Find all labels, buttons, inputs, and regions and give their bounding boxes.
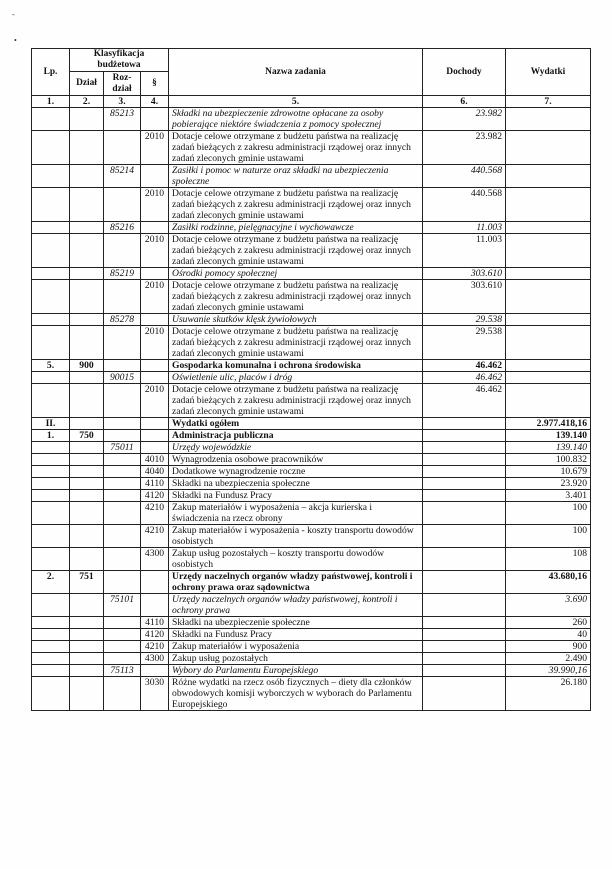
wydatki-cell [506,165,591,188]
wydatki-cell: 26.180 [506,677,591,711]
dochody-cell: 46.462 [423,372,506,384]
table-row [32,131,591,165]
column-number: 5. [169,96,423,108]
paragraf-cell [141,165,169,188]
header-dzial: Dział [70,72,104,96]
dzial-cell [70,454,104,466]
wydatki-cell [506,360,591,372]
wydatki-cell: 108 [506,548,591,571]
paragraf-cell: 2010 [141,234,169,268]
table-row [32,268,591,280]
name-cell: Składki na ubezpieczenia społeczne [169,478,423,490]
paragraf-cell [141,372,169,384]
column-number: 2. [70,96,104,108]
dzial-cell [70,108,104,131]
lp-cell: II. [32,418,70,430]
name-cell: Dotacje celowe otrzymane z budżetu państwa na realizację zadań bieżących z zakresu administracji rządowej oraz innych zadań zleconych gminie ustawami [169,188,423,222]
wydatki-cell [506,326,591,360]
table-row [32,442,591,454]
paragraf-cell [141,442,169,454]
table-row [32,430,591,442]
lp-cell [32,384,70,418]
paragraf-cell [141,268,169,280]
paragraf-cell: 4010 [141,454,169,466]
dzial-cell [70,478,104,490]
lp-cell [32,222,70,234]
scan-speck: • [14,36,17,45]
paragraf-cell: 2010 [141,326,169,360]
dzial-cell [70,490,104,502]
name-cell: Zasiłki i pomoc w naturze oraz składki na ubezpieczenia społeczne [169,165,423,188]
dochody-cell: 46.462 [423,360,506,372]
table-row [32,677,591,711]
wydatki-cell [506,131,591,165]
rozdzial-cell [104,454,141,466]
paragraf-cell: 2010 [141,188,169,222]
rozdzial-cell [104,525,141,548]
rozdzial-cell [104,188,141,222]
name-cell: Dotacje celowe otrzymane z budżetu państwa na realizację zadań bieżących z zakresu administracji rządowej oraz innych zadań zleconych gminie ustawami [169,280,423,314]
name-cell: Gospodarka komunalna i ochrona środowiska [169,360,423,372]
table-row [32,594,591,617]
wydatki-cell: 43.680,16 [506,571,591,594]
paragraf-cell [141,418,169,430]
dzial-cell [70,188,104,222]
rozdzial-cell: 85219 [104,268,141,280]
paragraf-cell: 4300 [141,653,169,665]
paragraf-cell: 4040 [141,466,169,478]
name-cell: Oświetlenie ulic, placów i dróg [169,372,423,384]
wydatki-cell: 100 [506,525,591,548]
wydatki-cell: 139.140 [506,442,591,454]
table-row [32,641,591,653]
wydatki-cell: 23.920 [506,478,591,490]
table-row [32,571,591,594]
dochody-cell [423,653,506,665]
dzial-cell [70,418,104,430]
dochody-cell [423,466,506,478]
wydatki-cell: 260 [506,617,591,629]
name-cell: Ośrodki pomocy społecznej [169,268,423,280]
rozdzial-cell [104,617,141,629]
wydatki-cell [506,268,591,280]
name-cell: Dotacje celowe otrzymane z budżetu państwa na realizację zadań bieżących z zakresu administracji rządowej oraz innych zadań zleconych gminie ustawami [169,234,423,268]
name-cell: Usuwanie skutków klęsk żywiołowych [169,314,423,326]
dochody-cell: 23.982 [423,108,506,131]
dochody-cell [423,490,506,502]
name-cell: Urzędy naczelnych organów władzy państwowej, kontroli i ochrony prawa oraz sądownictwa [169,571,423,594]
dochody-cell [423,430,506,442]
name-cell: Urzędy naczelnych organów władzy państwowej, kontroli i ochrony prawa [169,594,423,617]
dochody-cell: 11.003 [423,222,506,234]
lp-cell [32,372,70,384]
rozdzial-cell: 85213 [104,108,141,131]
name-cell: Dotacje celowe otrzymane z budżetu państwa na realizację zadań bieżących z zakresu administracji rządowej oraz innych zadań zleconych gminie ustawami [169,326,423,360]
table-row [32,665,591,677]
paragraf-cell: 4210 [141,502,169,525]
rozdzial-cell [104,234,141,268]
paragraf-cell: 2010 [141,280,169,314]
table-row [32,502,591,525]
rozdzial-cell [104,418,141,430]
name-cell: Dodatkowe wynagrodzenie roczne [169,466,423,478]
dzial-cell [70,629,104,641]
dzial-cell [70,280,104,314]
name-cell: Zakup usług pozostałych [169,653,423,665]
lp-cell [32,617,70,629]
lp-cell [32,525,70,548]
lp-cell [32,268,70,280]
lp-cell [32,548,70,571]
paragraf-cell [141,314,169,326]
column-numbers-row [32,96,591,108]
rozdzial-cell: 90015 [104,372,141,384]
wydatki-cell: 10.679 [506,466,591,478]
name-cell: Urzędy wojewódzkie [169,442,423,454]
lp-cell: 5. [32,360,70,372]
rozdzial-cell [104,490,141,502]
lp-cell [32,188,70,222]
table-row [32,188,591,222]
paragraf-cell [141,665,169,677]
rozdzial-cell [104,502,141,525]
table-row [32,478,591,490]
header-klasyfikacja: Klasyfikacja budżetowa [70,49,169,72]
name-cell: Zakup materiałów i wyposażenia – akcja kurierska i świadczenia na rzecz obrony [169,502,423,525]
table-row [32,490,591,502]
dochody-cell: 303.610 [423,280,506,314]
dzial-cell [70,641,104,653]
table-row [32,108,591,131]
paragraf-cell [141,108,169,131]
dzial-cell [70,234,104,268]
name-cell: Administracja publiczna [169,430,423,442]
column-number: 1. [32,96,70,108]
scan-speck: - [12,10,15,19]
dzial-cell [70,466,104,478]
dochody-cell [423,594,506,617]
dochody-cell [423,442,506,454]
dzial-cell: 751 [70,571,104,594]
paragraf-cell: 3030 [141,677,169,711]
name-cell: Wynagrodzenia osobowe pracowników [169,454,423,466]
name-cell: Zasiłki rodzinne, pielęgnacyjne i wychowawcze [169,222,423,234]
table-row [32,222,591,234]
name-cell: Zakup materiałów i wyposażenia - koszty transportu dowodów osobistych [169,525,423,548]
name-cell: Składki na ubezpieczenie zdrowotne opłacane za osoby pobierające niektóre świadczenia z pomocy społecznej [169,108,423,131]
name-cell: Składki na Fundusz Pracy [169,490,423,502]
lp-cell [32,165,70,188]
rozdzial-cell [104,478,141,490]
paragraf-cell [141,360,169,372]
paragraf-cell: 2010 [141,131,169,165]
table-row [32,454,591,466]
dzial-cell [70,165,104,188]
rozdzial-cell: 75101 [104,594,141,617]
table-row [32,314,591,326]
lp-cell [32,454,70,466]
table-row [32,384,591,418]
rozdzial-cell [104,466,141,478]
dzial-cell [70,653,104,665]
lp-cell [32,108,70,131]
lp-cell [32,629,70,641]
wydatki-cell: 40 [506,629,591,641]
table-row [32,280,591,314]
rozdzial-cell: 85278 [104,314,141,326]
rozdzial-cell [104,677,141,711]
wydatki-cell [506,188,591,222]
dzial-cell: 900 [70,360,104,372]
header-lp: Lp. [32,49,70,96]
dochody-cell [423,571,506,594]
rozdzial-cell [104,641,141,653]
paragraf-cell: 4120 [141,629,169,641]
table-row [32,629,591,641]
table-row [32,360,591,372]
wydatki-cell [506,372,591,384]
table-row [32,653,591,665]
dzial-cell [70,372,104,384]
wydatki-cell: 39.990,16 [506,665,591,677]
table-row [32,466,591,478]
table-row [32,165,591,188]
name-cell: Wybory do Parlamentu Europejskiego [169,665,423,677]
lp-cell [32,665,70,677]
dochody-cell [423,502,506,525]
wydatki-cell [506,222,591,234]
paragraf-cell [141,222,169,234]
dochody-cell: 440.568 [423,165,506,188]
paragraf-cell [141,571,169,594]
header-paragraf: § [141,72,169,96]
dzial-cell [70,665,104,677]
dzial-cell [70,594,104,617]
table-row [32,525,591,548]
rozdzial-cell [104,548,141,571]
dochody-cell [423,677,506,711]
header-dochody: Dochody [423,49,506,96]
dochody-cell [423,629,506,641]
lp-cell [32,234,70,268]
name-cell: Dotacje celowe otrzymane z budżetu państwa na realizację zadań bieżących z zakresu administracji rządowej oraz innych zadań zleconych gminie ustawami [169,131,423,165]
column-number: 3. [104,96,141,108]
lp-cell [32,594,70,617]
wydatki-cell [506,108,591,131]
dochody-cell: 23.982 [423,131,506,165]
table-row [32,617,591,629]
paragraf-cell: 4210 [141,525,169,548]
paragraf-cell: 4110 [141,478,169,490]
dzial-cell [70,384,104,418]
paragraf-cell: 4120 [141,490,169,502]
table-row [32,418,591,430]
column-number: 6. [423,96,506,108]
name-cell: Dotacje celowe otrzymane z budżetu państwa na realizację zadań bieżących z zakresu administracji rządowej oraz innych zadań zleconych gminie ustawami [169,384,423,418]
header-nazwa: Nazwa zadania [169,49,423,96]
lp-cell [32,677,70,711]
paragraf-cell [141,594,169,617]
lp-cell [32,280,70,314]
rozdzial-cell: 75113 [104,665,141,677]
table-body [32,108,591,711]
rozdzial-cell [104,326,141,360]
dochody-cell: 11.003 [423,234,506,268]
lp-cell [32,641,70,653]
table-row [32,234,591,268]
rozdzial-cell: 85216 [104,222,141,234]
dochody-cell [423,641,506,653]
dochody-cell [423,665,506,677]
name-cell: Wydatki ogółem [169,418,423,430]
dochody-cell [423,548,506,571]
wydatki-cell: 3.401 [506,490,591,502]
paragraf-cell [141,430,169,442]
budget-table [31,48,591,711]
table-row [32,326,591,360]
lp-cell [32,490,70,502]
wydatki-cell [506,234,591,268]
dochody-cell [423,525,506,548]
wydatki-cell: 139.140 [506,430,591,442]
rozdzial-cell [104,280,141,314]
wydatki-cell [506,314,591,326]
rozdzial-cell [104,571,141,594]
dzial-cell [70,525,104,548]
column-number: 4. [141,96,169,108]
dochody-cell [423,418,506,430]
rozdzial-cell [104,430,141,442]
lp-cell [32,314,70,326]
name-cell: Składki na ubezpieczenie społeczne [169,617,423,629]
dochody-cell [423,617,506,629]
dzial-cell: 750 [70,430,104,442]
lp-cell [32,502,70,525]
lp-cell [32,442,70,454]
dochody-cell: 440.568 [423,188,506,222]
header-wydatki: Wydatki [506,49,591,96]
table-header [32,49,591,108]
rozdzial-cell [104,131,141,165]
rozdzial-cell: 85214 [104,165,141,188]
wydatki-cell: 3.690 [506,594,591,617]
paragraf-cell: 4210 [141,641,169,653]
name-cell: Zakup materiałów i wyposażenia [169,641,423,653]
name-cell: Zakup usług pozostałych – koszty transportu dowodów osobistych [169,548,423,571]
lp-cell [32,466,70,478]
name-cell: Składki na Fundusz Pracy [169,629,423,641]
dzial-cell [70,131,104,165]
wydatki-cell [506,280,591,314]
wydatki-cell: 2.490 [506,653,591,665]
dochody-cell: 29.538 [423,326,506,360]
wydatki-cell: 2.977.418,16 [506,418,591,430]
table-row [32,548,591,571]
header-rozdzial: Roz-dział [104,72,141,96]
dzial-cell [70,548,104,571]
rozdzial-cell [104,653,141,665]
dzial-cell [70,442,104,454]
wydatki-cell: 100.832 [506,454,591,466]
dzial-cell [70,314,104,326]
dochody-cell [423,478,506,490]
paragraf-cell: 4300 [141,548,169,571]
dzial-cell [70,222,104,234]
rozdzial-cell [104,629,141,641]
lp-cell: 1. [32,430,70,442]
rozdzial-cell [104,360,141,372]
dochody-cell: 303.610 [423,268,506,280]
lp-cell [32,326,70,360]
dzial-cell [70,617,104,629]
wydatki-cell: 100 [506,502,591,525]
name-cell: Różne wydatki na rzecz osób fizycznych – diety dla członków obwodowych komisji wyborczych w wyborach do Parlamentu Europejskiego [169,677,423,711]
wydatki-cell: 900 [506,641,591,653]
dzial-cell [70,326,104,360]
dzial-cell [70,502,104,525]
column-number: 7. [506,96,591,108]
rozdzial-cell: 75011 [104,442,141,454]
dochody-cell: 46.462 [423,384,506,418]
wydatki-cell [506,384,591,418]
dochody-cell [423,454,506,466]
rozdzial-cell [104,384,141,418]
paragraf-cell: 4110 [141,617,169,629]
dzial-cell [70,268,104,280]
table-row [32,372,591,384]
lp-cell [32,653,70,665]
paragraf-cell: 2010 [141,384,169,418]
lp-cell: 2. [32,571,70,594]
lp-cell [32,131,70,165]
lp-cell [32,478,70,490]
dochody-cell: 29.538 [423,314,506,326]
dzial-cell [70,677,104,711]
